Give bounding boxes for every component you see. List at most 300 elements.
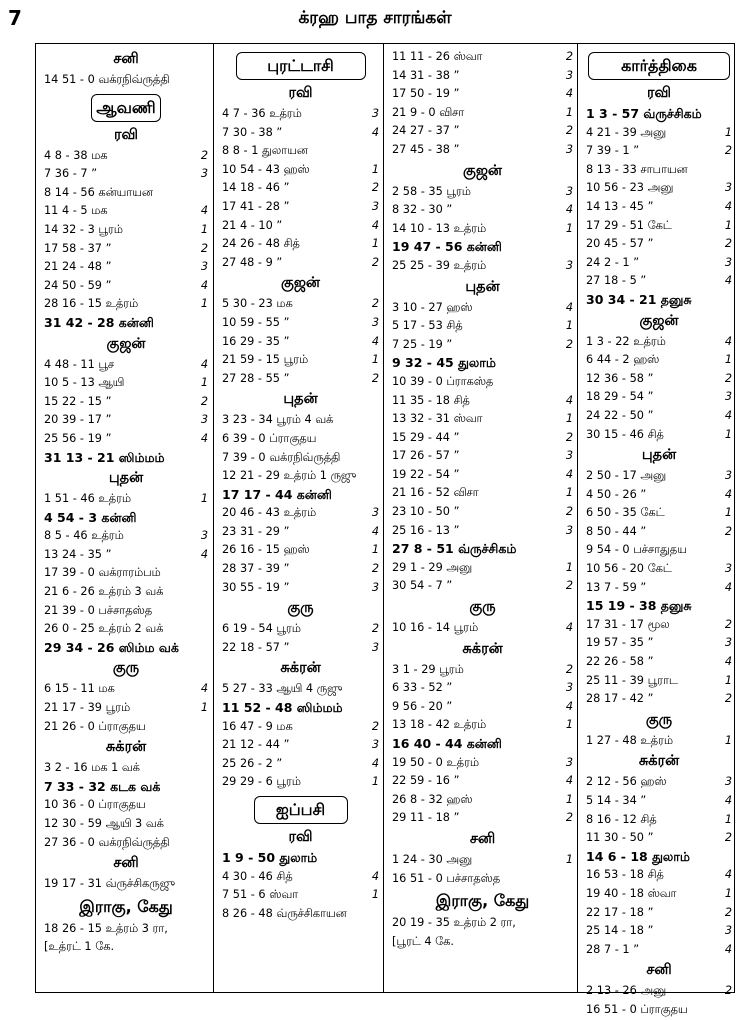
- entry-row: [586, 848, 732, 867]
- entry-row: [586, 922, 732, 941]
- entry-row: [586, 388, 732, 407]
- entry-text: 23 31 - 29 ”: [222, 524, 290, 538]
- planet-heading: குஜன்: [463, 162, 502, 179]
- entry-text: 6 15 - 11 மக: [44, 682, 115, 696]
- entry-row: [44, 815, 208, 834]
- entry-row: [392, 679, 573, 698]
- entry-text: 16 51 - 0 பச்சாதஸ்த: [392, 871, 501, 885]
- planet-heading: சுக்ரன்: [462, 640, 503, 657]
- pada-number: 4: [371, 125, 379, 139]
- pada-number: 2: [724, 371, 732, 385]
- entry-row: [222, 333, 379, 352]
- entry-text: 3 10 - 27 ஹஸ்: [392, 300, 473, 314]
- pada-number: [194, 938, 208, 957]
- planet-heading: சனி: [469, 830, 496, 847]
- ephemeris-table: [35, 43, 735, 1016]
- entry-text: 17 26 - 57 ”: [392, 449, 460, 463]
- pada-number: 4: [565, 87, 573, 101]
- entry-text: 1 51 - 46 உத்ரம்: [44, 492, 131, 506]
- entry-text: 18 26 - 15 உத்ரம் 3 ரா,: [44, 921, 168, 935]
- entry-text: 3 23 - 34 பூரம் 4 வக்: [222, 413, 334, 427]
- entry-text: 21 4 - 10 ”: [222, 218, 283, 232]
- entry-text: 19 47 - 56 கன்னி: [392, 239, 502, 255]
- pada-number: 2: [724, 144, 732, 158]
- entry-text: 7 39 - 1 ”: [586, 144, 640, 158]
- pada-number: 1: [200, 492, 208, 506]
- entry-text: 25 25 - 39 உத்ரம்: [392, 258, 487, 272]
- entry-row: [586, 235, 732, 254]
- entry-text: 19 22 - 54 ”: [392, 467, 460, 481]
- entry-text: 6 39 - 0 ப்ராகுதய: [222, 431, 317, 445]
- pada-number: 2: [724, 237, 732, 251]
- month-heading: கார்த்திகை: [588, 52, 730, 80]
- column-3: [383, 44, 578, 992]
- entry-row: [586, 690, 732, 709]
- entry-text: [பூரட் 4 கே.: [392, 934, 454, 948]
- entry-text: 6 50 - 35 கேட்: [586, 506, 665, 520]
- entry-text: 17 39 - 0 வக்ராரம்பம்: [44, 566, 161, 580]
- entry-row: [222, 579, 379, 598]
- pada-number: [194, 620, 208, 639]
- pada-number: [559, 914, 573, 933]
- entry-text: 1 3 - 22 உத்ரம்: [586, 334, 666, 348]
- entry-text: 29 11 - 18 ”: [392, 811, 460, 825]
- entry-row: [44, 778, 208, 797]
- entry-row: [44, 602, 208, 621]
- entry-row: [392, 791, 573, 810]
- pada-number: 4: [371, 756, 379, 770]
- entry-row: [222, 755, 379, 774]
- pada-number: [718, 291, 732, 310]
- pada-number: 4: [200, 431, 208, 445]
- entry-text: 11 52 - 48 ஸிம்மம்: [222, 700, 343, 716]
- entry-text: 27 18 - 5 ”: [586, 274, 647, 288]
- pada-number: 3: [724, 636, 732, 650]
- pada-number: 2: [200, 241, 208, 255]
- pada-number: 1: [724, 427, 732, 441]
- entry-text: 10 56 - 20 கேட்: [586, 562, 672, 576]
- entry-row: [392, 754, 573, 773]
- planet-heading: குஜன்: [639, 312, 679, 329]
- planet-heading: ரவி: [288, 85, 313, 101]
- entry-row: [586, 254, 732, 273]
- entry-text: 18 29 - 54 ”: [586, 390, 654, 404]
- entry-row: [222, 351, 379, 370]
- pada-number: 4: [565, 467, 573, 481]
- pada-number: [365, 680, 379, 699]
- entry-row: [392, 484, 573, 503]
- pada-number: 1: [565, 319, 573, 333]
- pada-number: [365, 486, 379, 505]
- entry-row: [392, 354, 573, 373]
- planet-heading: சுக்ரன்: [638, 753, 680, 770]
- pada-number: 2: [724, 692, 732, 706]
- entry-row: [222, 523, 379, 542]
- pada-number: 2: [565, 124, 573, 138]
- entry-row: [586, 142, 732, 161]
- entry-text: 10 16 - 14 பூரம்: [392, 621, 479, 635]
- pada-number: 1: [565, 560, 573, 574]
- pada-number: 4: [724, 334, 732, 348]
- entry-row: [392, 429, 573, 448]
- entry-row: [392, 373, 573, 392]
- entry-text: 26 8 - 32 ஹஸ்: [392, 792, 473, 806]
- entry-text: 29 29 - 6 பூரம்: [222, 775, 301, 789]
- pada-number: 4: [724, 199, 732, 213]
- entry-row: [392, 299, 573, 318]
- entry-row: [586, 634, 732, 653]
- pada-number: 4: [565, 699, 573, 713]
- pada-number: 1: [200, 376, 208, 390]
- entry-text: 19 57 - 35 ”: [586, 636, 654, 650]
- entry-row: [222, 179, 379, 198]
- entry-row: [44, 509, 208, 528]
- entry-text: 28 7 - 1 ”: [586, 942, 640, 956]
- entry-text: 4 7 - 36 உத்ரம்: [222, 107, 302, 120]
- entry-text: 19 17 - 31 வ்ருச்சிகருஜு: [44, 877, 175, 891]
- pada-number: 2: [565, 430, 573, 444]
- entry-text: 8 50 - 44 ”: [586, 524, 647, 538]
- entry-text: 26 16 - 15 ஹஸ்: [222, 543, 310, 557]
- pada-number: 4: [724, 274, 732, 288]
- month-heading: ஐப்பசி: [254, 796, 348, 824]
- pada-number: 3: [200, 529, 208, 543]
- pada-number: [559, 354, 573, 373]
- pada-number: [365, 905, 379, 924]
- entry-text: 8 8 - 1 துலாயன: [222, 144, 308, 158]
- entry-row: [222, 886, 379, 905]
- entry-row: [392, 577, 573, 596]
- entry-text: 27 48 - 9 ”: [222, 255, 283, 269]
- pada-number: [194, 184, 208, 203]
- entry-text: 20 46 - 43 உத்ரம்: [222, 506, 317, 520]
- entry-row: [222, 295, 379, 314]
- entry-row: [222, 699, 379, 718]
- pada-number: 1: [724, 353, 732, 367]
- pada-number: 1: [724, 218, 732, 232]
- entry-row: [222, 254, 379, 273]
- pada-number: [194, 71, 208, 90]
- entry-text: 30 55 - 19 ”: [222, 580, 290, 594]
- pada-number: 1: [371, 162, 379, 176]
- entry-text: 17 29 - 51 கேட்: [586, 218, 672, 232]
- pada-number: 3: [565, 68, 573, 82]
- entry-text: 28 37 - 39 ”: [222, 562, 290, 576]
- entry-row: [392, 559, 573, 578]
- entry-text: 22 17 - 18 ”: [586, 905, 654, 919]
- entry-row: [586, 504, 732, 523]
- entry-row: [222, 449, 379, 468]
- pada-number: 4: [371, 218, 379, 232]
- pada-number: [194, 815, 208, 834]
- entry-row: [222, 124, 379, 143]
- planet-heading: குஜன்: [281, 275, 320, 292]
- pada-number: 4: [724, 580, 732, 594]
- entry-row: [586, 467, 732, 486]
- planet-heading: புதன்: [283, 391, 318, 408]
- entry-row: [586, 579, 732, 598]
- entry-text: 7 39 - 0 வக்ரநிவ்ருத்தி: [222, 450, 341, 464]
- entry-text: 2 50 - 17 அனு: [586, 469, 667, 483]
- entry-row: [586, 351, 732, 370]
- entry-row: [222, 142, 379, 161]
- pada-number: 4: [724, 655, 732, 669]
- entry-row: [392, 735, 573, 754]
- entry-row: [392, 933, 573, 952]
- entry-row: [586, 904, 732, 923]
- pada-number: 4: [200, 682, 208, 696]
- pada-number: 1: [565, 412, 573, 426]
- entry-row: [222, 217, 379, 236]
- pada-number: 2: [371, 297, 379, 311]
- entry-row: [392, 183, 573, 202]
- entry-row: [44, 314, 208, 333]
- entry-row: [392, 48, 573, 67]
- entry-row: [44, 165, 208, 184]
- pada-number: [718, 597, 732, 616]
- entry-text: 7 36 - 7 ”: [44, 167, 98, 181]
- entry-row: [222, 620, 379, 639]
- pada-number: 3: [371, 640, 379, 654]
- entry-row: [586, 426, 732, 445]
- pada-number: 4: [724, 487, 732, 501]
- pada-number: 3: [724, 562, 732, 576]
- entry-text: 11 11 - 26 ஸ்வா: [392, 50, 483, 63]
- pada-number: 3: [371, 738, 379, 752]
- pada-number: [718, 541, 732, 560]
- column-1: [36, 44, 213, 992]
- entry-text: 24 50 - 59 ”: [44, 278, 112, 292]
- entry-row: [222, 411, 379, 430]
- entry-row: [586, 672, 732, 691]
- pada-number: [194, 834, 208, 853]
- pada-number: [559, 540, 573, 559]
- entry-row: [586, 333, 732, 352]
- pada-number: 4: [724, 408, 732, 422]
- entry-text: 16 53 - 18 சித்: [586, 868, 664, 882]
- entry-row: [586, 773, 732, 792]
- pada-number: 4: [200, 547, 208, 561]
- entry-row: [222, 430, 379, 449]
- entry-text: 21 16 - 52 விசா: [392, 486, 479, 500]
- entry-row: [44, 449, 208, 468]
- entry-row: [44, 759, 208, 778]
- entry-row: [392, 85, 573, 104]
- entry-row: [222, 849, 379, 868]
- entry-text: 7 30 - 38 ”: [222, 125, 283, 139]
- page-title: க்ரஹ பாத சாரங்கள்: [298, 8, 452, 28]
- pada-number: 2: [565, 811, 573, 825]
- entry-text: 30 34 - 21 தனுசு: [586, 291, 692, 307]
- entry-row: [44, 71, 208, 90]
- entry-text: 27 36 - 0 வக்ரநிவ்ருத்தி: [44, 835, 170, 849]
- pada-number: [365, 430, 379, 449]
- entry-row: [44, 277, 208, 296]
- entry-text: 9 32 - 45 துலாம்: [392, 355, 496, 371]
- planet-heading: சனி: [113, 855, 139, 872]
- pada-number: 1: [371, 543, 379, 557]
- pada-number: [194, 314, 208, 333]
- entry-row: [222, 467, 379, 486]
- pada-number: 3: [565, 142, 573, 156]
- entry-text: 3 1 - 29 பூரம்: [392, 662, 464, 676]
- entry-row: [44, 564, 208, 583]
- pada-number: [365, 142, 379, 161]
- entry-text: 21 39 - 0 பச்சாதஸ்த: [44, 603, 153, 617]
- pada-number: [365, 411, 379, 430]
- entry-text: 4 48 - 11 பூச: [44, 357, 115, 371]
- entry-row: [586, 124, 732, 143]
- entry-row: [222, 161, 379, 180]
- planet-heading: சனி: [646, 962, 672, 979]
- pada-number: [194, 449, 208, 468]
- pada-number: 1: [565, 221, 573, 235]
- planet-heading: குரு: [287, 600, 314, 617]
- entry-text: 14 18 - 46 ”: [222, 181, 290, 195]
- pada-number: 3: [371, 107, 379, 120]
- entry-text: 29 1 - 29 அனு: [392, 560, 473, 574]
- entry-text: 2 58 - 35 பூரம்: [392, 184, 471, 198]
- pada-number: [559, 373, 573, 392]
- entry-row: [586, 370, 732, 389]
- entry-row: [392, 447, 573, 466]
- entry-row: [44, 620, 208, 639]
- entry-text: 5 27 - 33 ஆயி 4 ருஜு: [222, 682, 343, 696]
- entry-text: 25 16 - 13 ”: [392, 523, 460, 537]
- entry-text: 27 45 - 38 ”: [392, 142, 460, 156]
- pada-number: 2: [565, 579, 573, 593]
- pada-number: 3: [724, 775, 732, 789]
- pada-number: 2: [724, 831, 732, 845]
- pada-number: 4: [371, 524, 379, 538]
- entry-text: 20 19 - 35 உத்ரம் 2 ரா,: [392, 916, 516, 930]
- entry-text: 13 32 - 31 ஸ்வா: [392, 412, 483, 426]
- entry-text: 22 18 - 57 ”: [222, 640, 290, 654]
- entry-text: 15 29 - 44 ”: [392, 430, 460, 444]
- planet-heading: புதன்: [465, 278, 500, 295]
- entry-row: [392, 870, 573, 889]
- entry-text: 10 56 - 23 அனு: [586, 181, 674, 195]
- pada-number: 3: [371, 199, 379, 213]
- entry-text: 9 56 - 20 ”: [392, 699, 453, 713]
- entry-text: 14 6 - 18 துலாம்: [586, 848, 690, 864]
- entry-text: 25 14 - 18 ”: [586, 924, 654, 938]
- entry-text: 10 36 - 0 ப்ராகுதய: [44, 798, 146, 812]
- entry-text: 30 15 - 46 சித்: [586, 427, 664, 441]
- pada-number: 1: [200, 297, 208, 311]
- pada-number: [194, 920, 208, 939]
- entry-text: 4 50 - 26 ”: [586, 487, 647, 501]
- entry-row: [44, 583, 208, 602]
- pada-number: [365, 467, 379, 486]
- pada-number: 1: [565, 486, 573, 500]
- entry-row: [44, 718, 208, 737]
- entry-text: 7 25 - 19 ”: [392, 337, 453, 351]
- entry-text: 15 19 - 38 தனுசு: [586, 598, 692, 614]
- entry-row: [392, 716, 573, 735]
- entry-text: 1 24 - 30 அனு: [392, 852, 473, 866]
- entry-row: [586, 291, 732, 310]
- entry-text: 13 7 - 59 ”: [586, 580, 647, 594]
- entry-row: [222, 718, 379, 737]
- pada-number: 4: [200, 278, 208, 292]
- pada-number: [718, 105, 732, 124]
- pada-number: 4: [565, 621, 573, 635]
- entry-text: 7 33 - 32 கடக வக்: [44, 778, 161, 794]
- pada-number: [559, 933, 573, 952]
- pada-number: 1: [565, 105, 573, 119]
- planet-heading: ரவி: [114, 126, 138, 143]
- entry-text: 17 31 - 17 மூல: [586, 617, 670, 631]
- pada-number: 2: [371, 371, 379, 385]
- pada-number: 3: [565, 681, 573, 695]
- pada-number: 4: [724, 868, 732, 882]
- pada-number: [194, 602, 208, 621]
- entry-text: 8 14 - 56 கன்யாயன: [44, 185, 153, 199]
- entry-row: [586, 407, 732, 426]
- entry-row: [44, 240, 208, 259]
- entry-text: 16 51 - 0 ப்ராகுதய: [586, 1002, 688, 1016]
- entry-row: [44, 527, 208, 546]
- planet-heading: குரு: [645, 711, 673, 728]
- entry-text: 24 22 - 50 ”: [586, 408, 654, 422]
- pada-number: 4: [565, 393, 573, 407]
- entry-text: 11 4 - 5 மக: [44, 204, 108, 218]
- pada-number: 1: [371, 353, 379, 367]
- entry-row: [586, 653, 732, 672]
- entry-row: [44, 147, 208, 166]
- column-4: [577, 44, 737, 1016]
- pada-number: [194, 718, 208, 737]
- pada-number: [559, 870, 573, 889]
- entry-text: 16 29 - 35 ”: [222, 334, 290, 348]
- entry-row: [392, 661, 573, 680]
- entry-text: 5 17 - 53 சித்: [392, 319, 463, 333]
- pada-number: 3: [200, 413, 208, 427]
- entry-row: [586, 732, 732, 751]
- entry-text: 1 3 - 57 வ்ருச்சிகம்: [586, 106, 702, 121]
- entry-text: 22 26 - 58 ”: [586, 655, 654, 669]
- entry-row: [586, 866, 732, 885]
- entry-text: 9 54 - 0 பச்சாதுதய: [586, 543, 687, 557]
- entry-row: [392, 619, 573, 638]
- entry-text: 2 12 - 56 ஹஸ்: [586, 775, 667, 789]
- entry-row: [586, 198, 732, 217]
- entry-text: 28 16 - 15 உத்ரம்: [44, 297, 139, 311]
- entry-text: 5 14 - 34 ”: [586, 794, 647, 807]
- entry-row: [586, 1001, 732, 1020]
- entry-text: 8 16 - 12 சித்: [586, 812, 657, 826]
- entry-row: [44, 546, 208, 565]
- entry-text: 25 56 - 19 ”: [44, 431, 112, 445]
- entry-row: [44, 680, 208, 699]
- pada-number: 3: [724, 255, 732, 269]
- entry-text: 6 19 - 54 பூரம்: [222, 622, 301, 636]
- pada-number: 3: [565, 523, 573, 537]
- pada-number: 2: [565, 662, 573, 676]
- entry-text: 29 34 - 26 ஸிம்ம வக்: [44, 639, 179, 655]
- entry-text: 27 8 - 51 வ்ருச்சிகம்: [392, 541, 517, 557]
- pada-number: [194, 564, 208, 583]
- entry-text: 3 2 - 16 மக 1 வக்: [44, 761, 140, 775]
- pada-number: 3: [565, 449, 573, 463]
- entry-text: 12 36 - 58 ”: [586, 371, 654, 385]
- entry-row: [586, 105, 732, 124]
- pada-number: 2: [371, 719, 379, 733]
- entry-row: [392, 914, 573, 933]
- pada-number: 2: [371, 622, 379, 636]
- entry-text: 10 54 - 43 ஹஸ்: [222, 162, 310, 176]
